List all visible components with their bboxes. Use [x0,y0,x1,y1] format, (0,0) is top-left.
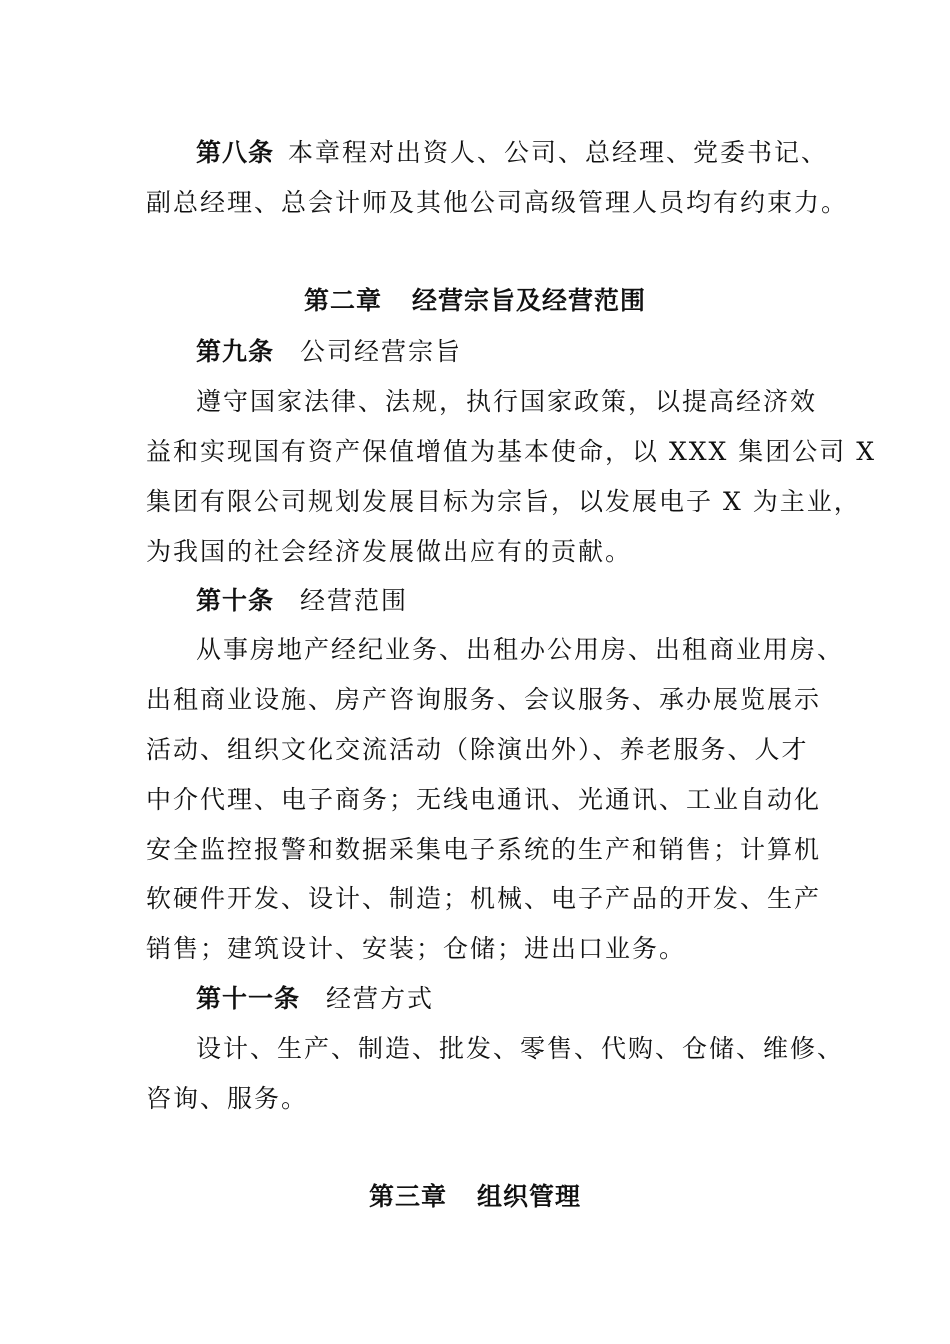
article-10-text-line: 销售；建筑设计、安装；仓储；进出口业务。 [146,934,687,963]
chapter-3-heading [0,1180,950,1214]
article-10-text-line: 活动、组织文化交流活动（除演出外）、养老服务、人才 [146,735,809,764]
article-8-line-1 [196,136,876,170]
article-11-title: 经营方式 [326,984,435,1013]
article-9-text-line: 为我国的社会经济发展做出应有的贡献。 [146,537,633,566]
article-10-heading [196,584,876,618]
article-10-text-line: 从事房地产经纪业务、出租办公用房、出租商业用房、 [196,635,845,664]
article-11-text-line: 咨询、服务。 [146,1084,309,1113]
chapter-2-number: 第二章 [303,286,382,315]
article-9-text-line: 益和实现国有资产保值增值为基本使命，以 XXX 集团公司 X [146,437,877,466]
article-11-heading [196,982,876,1016]
article-10-label: 第十条 [196,586,275,615]
article-8-line-2: 副总经理、总会计师及其他公司高级管理人员均有约束力。 [146,188,849,217]
article-9-text-line: 集团有限公司规划发展目标为宗旨，以发展电子 X 为主业， [146,487,861,516]
chapter-3-title: 组织管理 [477,1182,582,1211]
article-9-label: 第九条 [196,337,275,366]
article-9-text-line: 遵守国家法律、法规，执行国家政策，以提高经济效 [196,387,818,416]
chapter-3-number: 第三章 [368,1182,447,1211]
chapter-2-title: 经营宗旨及经营范围 [412,286,647,315]
article-10-text-line: 中介代理、电子商务；无线电通讯、光通讯、工业自动化 [146,785,822,814]
article-11-label: 第十一条 [196,984,301,1013]
chapter-2-heading [0,284,950,318]
article-10-title: 经营范围 [300,586,409,615]
article-9-title: 公司经营宗旨 [300,337,463,366]
article-10-text-line: 软硬件开发、设计、制造；机械、电子产品的开发、生产 [146,884,822,913]
article-8-text: 本章程对出资人、公司、总经理、党委书记、 [288,138,829,167]
article-11-text-line: 设计、生产、制造、批发、零售、代购、仓储、维修、 [196,1034,845,1063]
article-10-text-line: 出租商业设施、房产咨询服务、会议服务、承办展览展示 [146,685,822,714]
article-8-label: 第八条 [196,138,275,167]
article-10-text-line: 安全监控报警和数据采集电子系统的生产和销售；计算机 [146,835,822,864]
article-9-heading [196,335,876,369]
